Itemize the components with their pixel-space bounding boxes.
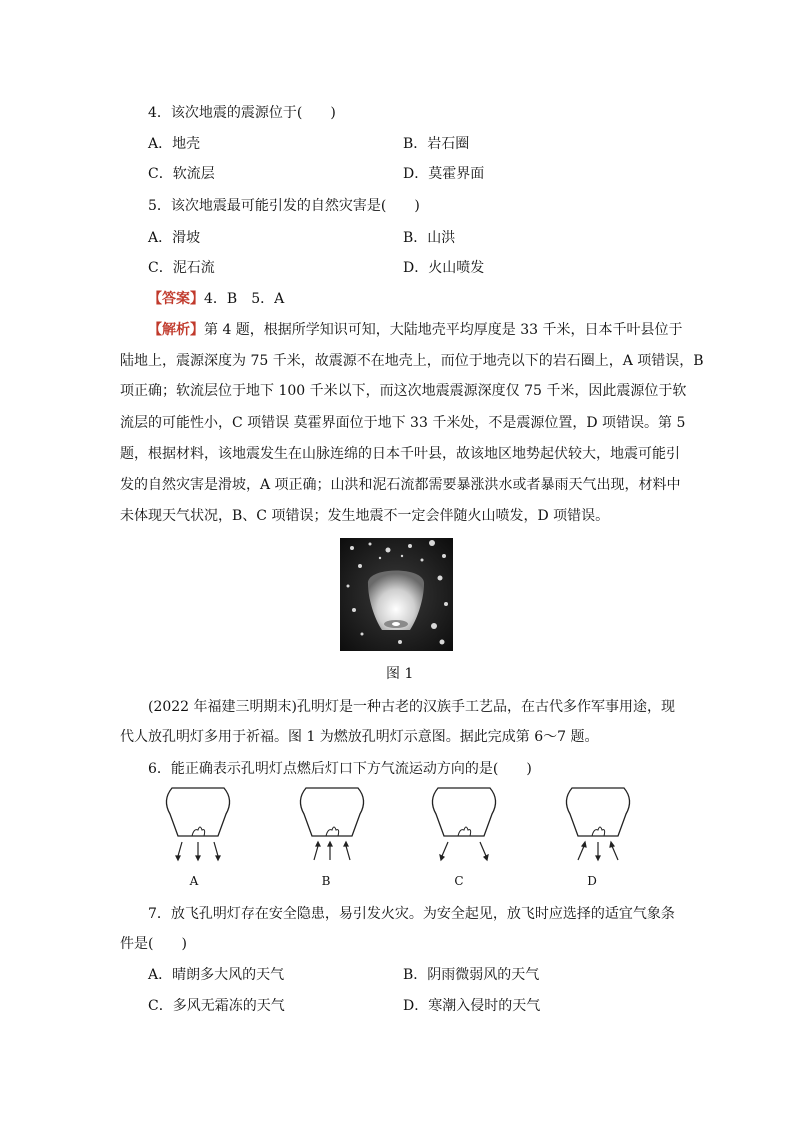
sky-lantern-photo	[340, 538, 453, 651]
q7-stem-line-2: 件是( )	[120, 936, 187, 952]
q6-stem: 6．能正确表示孔明灯点燃后灯口下方气流运动方向的是( )	[148, 761, 532, 777]
analysis-line-3: 项正确；软流层位于地下 100 千米以下，而这次地震震源深度仅 75 千米，因此震源位于软	[120, 383, 687, 399]
q7-option-c: C．多风无霜冻的天气	[148, 998, 285, 1014]
q5-option-a: A．滑坡	[148, 230, 201, 246]
answer-tag: 【答案】	[148, 291, 204, 307]
analysis-line-7: 未体现天气状况，B、C 项错误；发生地震不一定会伴随火山喷发，D 项错误。	[120, 508, 610, 524]
material-line-2: 代人放孔明灯多用于祈福。图 1 为燃放孔明灯示意图。据此完成第 6～7 题。	[120, 729, 599, 745]
sky-lantern-illustration	[340, 538, 453, 651]
q7-option-a: A．晴朗多大风的天气	[148, 967, 285, 983]
q4-option-a: A．地壳	[148, 136, 201, 152]
q5-option-d: D．火山喷发	[403, 260, 485, 276]
q6-label-d: D	[587, 874, 597, 888]
analysis-text-1: 第 4 题，根据所学知识可知，大陆地壳平均厚度是 33 千米，日本千叶县位于	[204, 322, 683, 338]
q7-stem-line-1: 7．放飞孔明灯存在安全隐患，易引发火灾。为安全起见，放飞时应选择的适宜气象条	[148, 906, 675, 922]
q6-label-a: A	[189, 874, 199, 888]
q4-stem: 4．该次地震的震源位于( )	[148, 105, 336, 121]
analysis-line-6: 发的自然灾害是滑坡，A 项正确；山洪和泥石流都需要暴涨洪水或者暴雨天气出现，材料中	[120, 477, 681, 493]
q4-option-d: D．莫霍界面	[403, 166, 485, 182]
answer-text: 4．B 5．A	[204, 291, 285, 307]
analysis-line-5: 题，根据材料，该地震发生在山脉连绵的日本千叶县，故该地区地势起伏较大，地震可能引	[120, 446, 680, 462]
q6-label-c: C	[454, 874, 464, 888]
analysis-line-1	[148, 320, 683, 340]
q7-option-b: B．阴雨微弱风的天气	[403, 967, 540, 983]
lantern-diagram-c	[424, 784, 504, 864]
analysis-line-2: 陆地上，震源深度为 75 千米，故震源不在地壳上，而位于地壳以下的岩石圈上，A 项错误，B	[120, 353, 704, 369]
q5-stem: 5．该次地震最可能引发的自然灾害是( )	[148, 198, 420, 214]
analysis-tag: 【解析】	[148, 322, 204, 338]
q6-label-b: B	[321, 874, 331, 888]
figure-caption: 图 1	[386, 666, 414, 682]
lantern-diagram-d	[558, 784, 638, 864]
q5-option-c: C．泥石流	[148, 260, 215, 276]
analysis-line-4: 流层的可能性小，C 项错误 莫霍界面位于地下 33 千米处，不是震源位置，D 项错误。第 5	[120, 415, 686, 431]
q4-option-c: C．软流层	[148, 166, 215, 182]
q5-option-b: B．山洪	[403, 230, 456, 246]
q7-option-d: D．寒潮入侵时的天气	[403, 998, 541, 1014]
q4-option-b: B．岩石圈	[403, 136, 470, 152]
material-line-1: (2022 年福建三明期末)孔明灯是一种古老的汉族手工艺品，在古代多作军事用途，现	[148, 699, 676, 715]
answer-line	[148, 289, 284, 309]
lantern-diagram-b	[292, 784, 372, 864]
lantern-diagram-a	[158, 784, 238, 864]
